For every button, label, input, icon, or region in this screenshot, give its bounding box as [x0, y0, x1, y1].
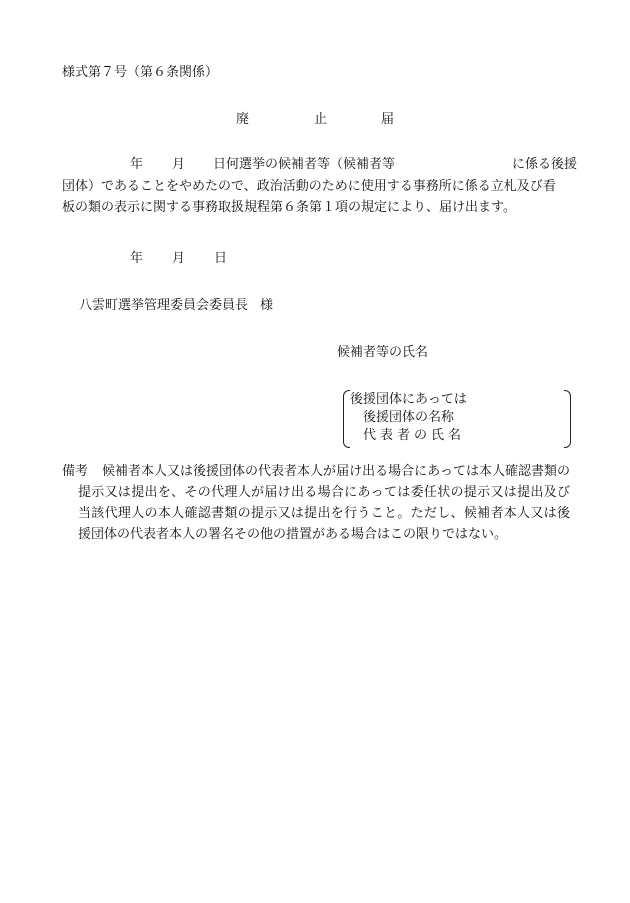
candidate-name-label: 候補者等の氏名: [337, 345, 429, 360]
body-month-label: 月: [172, 157, 186, 172]
support-group-name-label: 後援団体の名称: [363, 410, 455, 425]
submission-date: [62, 252, 262, 268]
title-char-1: 廃: [236, 112, 250, 127]
addressee: [79, 299, 273, 312]
body-line-3: 板の類の表示に関する事務取扱規程第６条第１項の規定により、届け出ます。: [62, 200, 516, 215]
date-year-label: 年: [130, 251, 144, 266]
body-year-label: 年: [130, 157, 144, 172]
date-day-label: 日: [214, 251, 228, 266]
remarks-label: 備考: [62, 464, 89, 479]
support-group-note: 後援団体にあっては: [350, 392, 467, 407]
body-line-1: [62, 158, 582, 174]
title-char-2: 止: [314, 112, 328, 127]
form-number: 様式第７号（第６条関係）: [62, 65, 219, 80]
support-group-bracket: [343, 390, 571, 446]
body-line-1-text: 日何選挙の候補者等（候補者等: [213, 157, 396, 172]
addressee-name: 八雲町選挙管理委員会委員長: [79, 298, 249, 313]
bracket-left: [343, 390, 350, 448]
remarks-text: 候補者本人又は後援団体の代表者本人が届け出る場合にあっては本人確認書類の提示又は提出を、その代理人が届け出る場合にあっては委任状の提示又は提出及び当該代理人の本人確認書類の提示又は提出を行うこと。ただし、候補者本人又は後援団体の代表者本人の署名その他の措置がある場合はこの限りではない。: [78, 464, 570, 542]
title-char-3: 届: [381, 112, 395, 127]
body-line-2: 団体）であることをやめたので、政治活動のために使用する事務所に係る立札及び看: [62, 179, 556, 194]
date-month-label: 月: [172, 251, 186, 266]
representative-name-label: 代表者の氏名: [363, 428, 466, 443]
bracket-right: [564, 390, 571, 448]
document-title: [236, 113, 394, 126]
addressee-honorific: 様: [260, 298, 274, 313]
body-line-1-end: に係る後援: [512, 157, 578, 172]
